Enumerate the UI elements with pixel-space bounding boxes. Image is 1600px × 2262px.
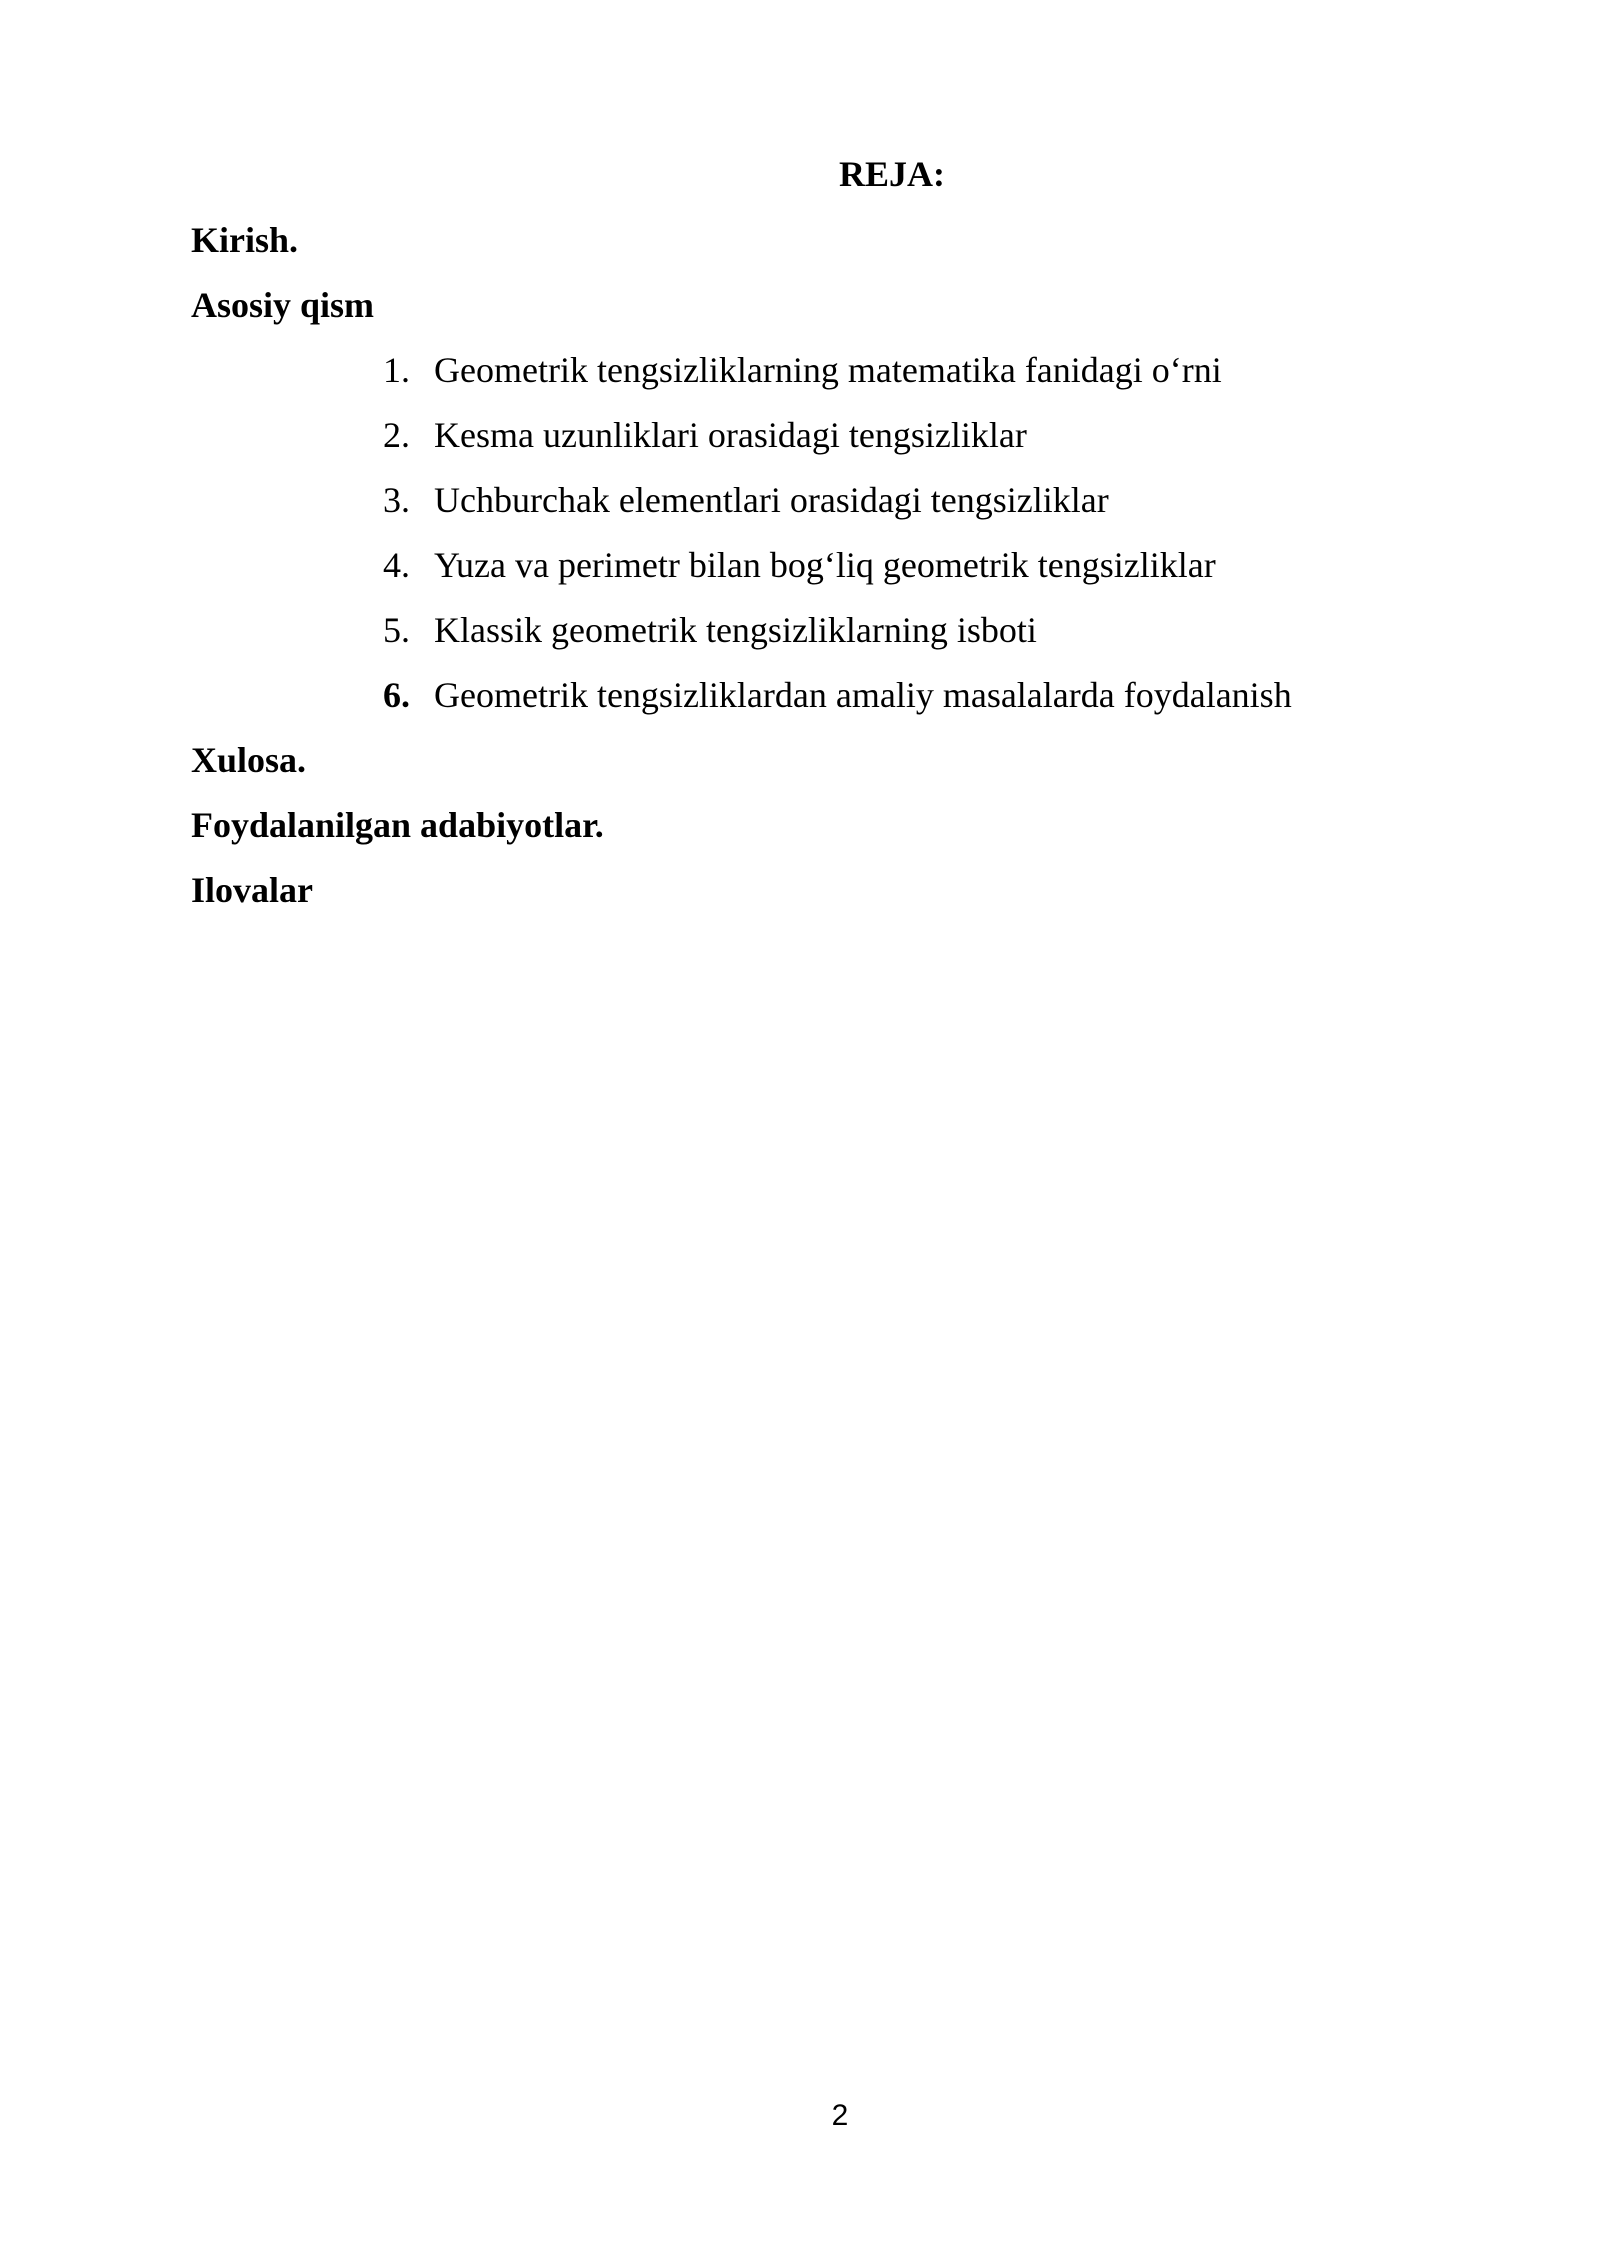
section-main: Asosiy qism <box>191 285 375 325</box>
list-item <box>383 673 1292 717</box>
list-item-number: 4. <box>383 545 410 585</box>
section-intro: Kirish. <box>191 220 299 260</box>
list-item-number: 2. <box>383 415 410 455</box>
list-item <box>383 413 1027 457</box>
list-item-number: 6. <box>383 675 410 715</box>
list-item <box>383 348 1222 392</box>
list-item <box>383 478 1109 522</box>
list-item-text: Kesma uzunliklari orasidagi tengsizliklar <box>434 415 1027 455</box>
list-item <box>383 608 1037 652</box>
page-title: REJA: <box>839 154 945 194</box>
list-item-number: 1. <box>383 350 410 390</box>
section-conclusion: Xulosa. <box>191 740 307 780</box>
section-references: Foydalanilgan adabiyotlar. <box>191 805 604 845</box>
list-item-number: 3. <box>383 480 410 520</box>
list-item-text: Uchburchak elementlari orasidagi tengsizliklar <box>434 480 1109 520</box>
list-item-text: Klassik geometrik tengsizliklarning isboti <box>434 610 1037 650</box>
page-number: 2 <box>831 2099 849 2132</box>
list-item-text: Geometrik tengsizliklardan amaliy masalalarda foydalanish <box>434 675 1292 715</box>
list-item-text: Geometrik tengsizliklarning matematika fanidagi o‘rni <box>434 350 1222 390</box>
list-item <box>383 543 1216 587</box>
section-appendix: Ilovalar <box>191 870 313 910</box>
list-item-number: 5. <box>383 610 410 650</box>
list-item-text: Yuza va perimetr bilan bog‘liq geometrik tengsizliklar <box>434 545 1216 585</box>
